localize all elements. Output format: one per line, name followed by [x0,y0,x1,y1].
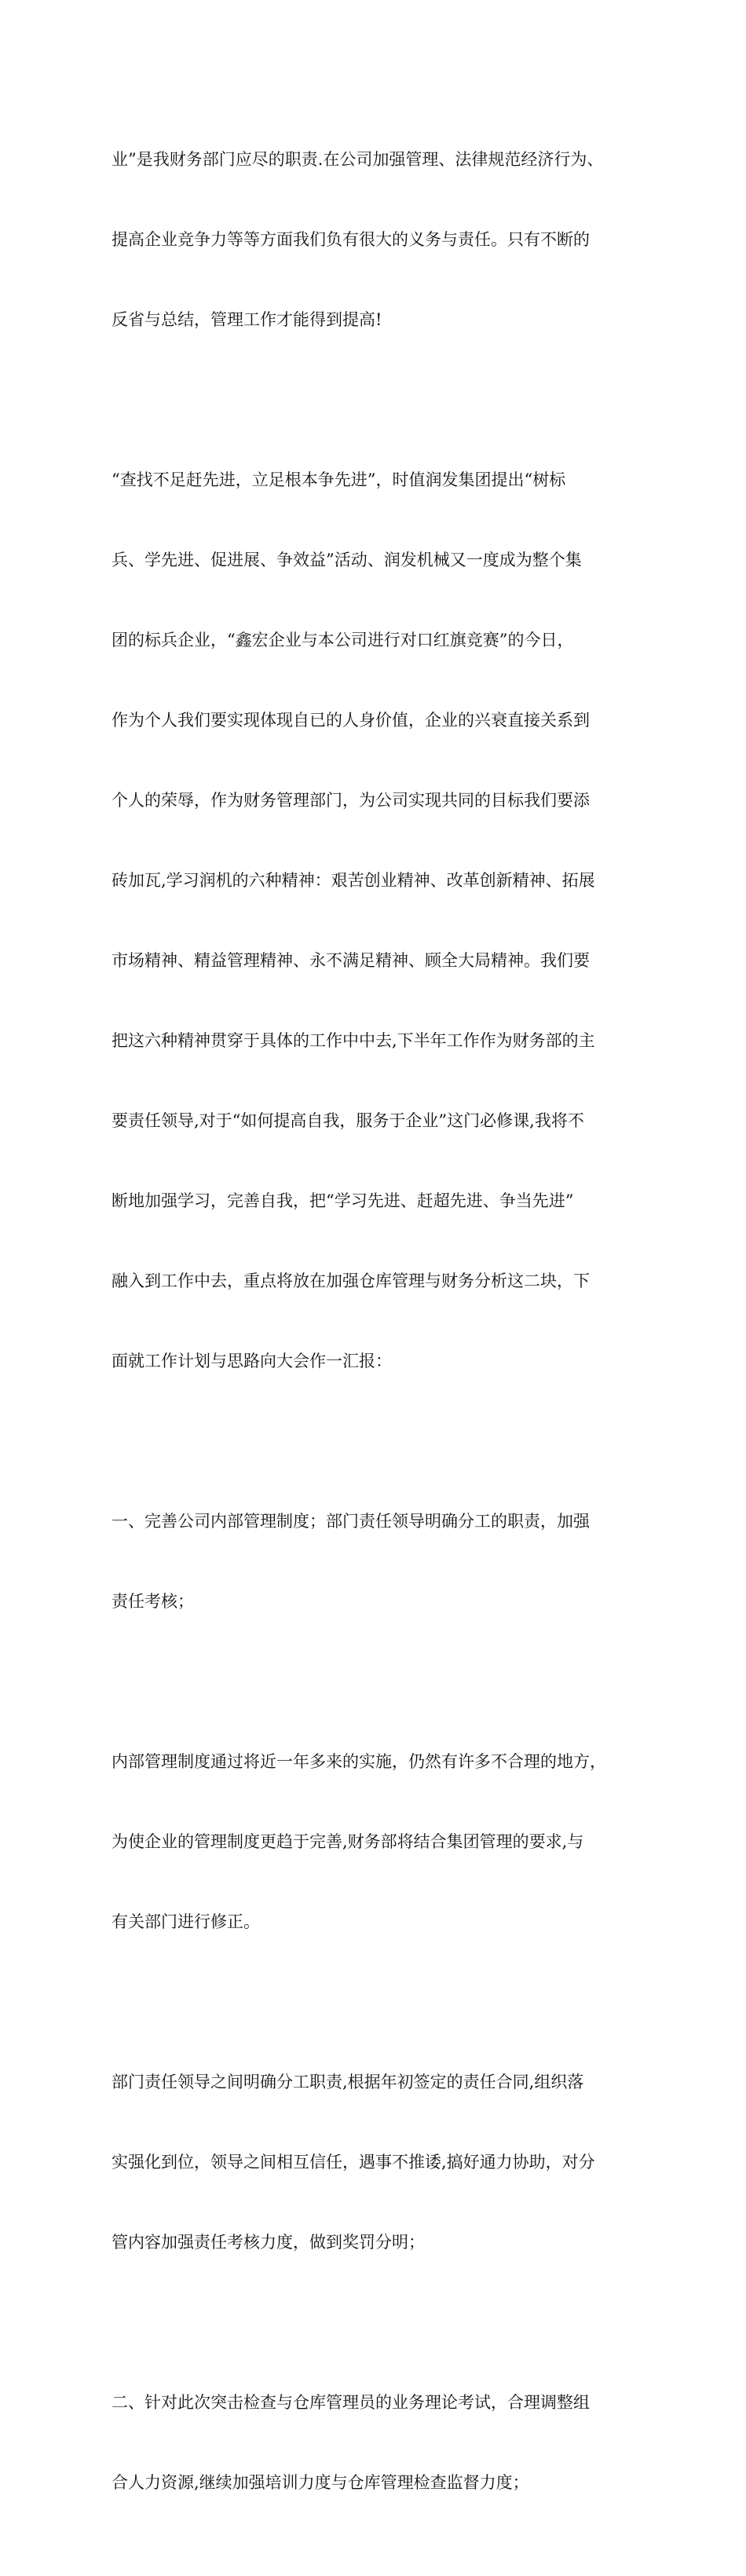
text-line: 为使企业的管理制度更趋于完善,财务部将结合集团管理的要求,与 [112,1832,584,1851]
text-line: 责任考核； [112,1592,194,1611]
text-line: 实强化到位，领导之间相互信任，遇事不推诿,搞好通力协助，对分 [112,2153,595,2172]
text-line: 管内容加强责任考核力度，做到奖罚分明； [112,2233,425,2252]
text-line: 业”是我财务部门应尽的职责.在公司加强管理、法律规范经济行为、 [112,150,604,169]
text-line: 提高企业竞争力等等方面我们负有很大的义务与责任。只有不断的 [112,230,590,249]
document-body [112,93,636,2576]
text-line: 作为个人我们要实现体现自已的人身价值，企业的兴衰直接关系到 [112,711,590,730]
text-line: 面就工作计划与思路向大会作一汇报： [112,1352,392,1370]
text-line: 要责任领导,对于“如何提高自我，服务于企业”这门必修课,我将不 [112,1111,584,1130]
text-line: 兵、学先进、促进展、争效益”活动、润发机械又一度成为整个集 [112,551,582,569]
paragraph-4 [112,1695,636,1989]
text-line: 市场精神、精益管理精神、永不满足精神、顾全大局精神。我们要 [112,951,590,970]
text-line: 融入到工作中去，重点将放在加强仓库管理与财务分析这二块，下 [112,1272,590,1290]
text-line: “查找不足赶先进，立足根本争先进”，时值润发集团提出“树标 [112,470,566,489]
text-line: 团的标兵企业，“鑫宏企业与本公司进行对口红旗竞赛”的今日， [112,631,574,649]
paragraph-5 [112,2015,636,2309]
text-line: 内部管理制度通过将近一年多来的实施，仍然有许多不合理的地方， [112,1752,606,1771]
text-line: 合人力资源,继续加强培训力度与仓库管理检查监督力度； [112,2473,529,2492]
text-line: 一、完善公司内部管理制度；部门责任领导明确分工的职责，加强 [112,1512,590,1531]
text-line: 断地加强学习，完善自我，把“学习先进、赶超先进、争当先进” [112,1191,574,1210]
text-line: 二、针对此次突击检查与仓库管理员的业务理论考试，合理调整组 [112,2393,590,2412]
text-line: 有关部门进行修正。 [112,1912,260,1931]
text-line: 反省与总结，管理工作才能得到提高! [112,310,382,329]
paragraph-3-heading [112,1454,636,1668]
text-line: 部门责任领导之间明确分工职责,根据年初签定的责任合同,组织落 [112,2073,584,2091]
text-line: 个人的荣辱，作为财务管理部门，为公司实现共同的目标我们要添 [112,791,590,810]
paragraph-6-heading [112,2336,636,2549]
text-line: 把这六种精神贯穿于具体的工作中中去,下半年工作作为财务部的主 [112,1031,595,1050]
text-line: 砖加瓦,学习润机的六种精神：艰苦创业精神、改革创新精神、拓展 [112,871,595,890]
paragraph-2 [112,413,636,1428]
paragraph-1 [112,93,636,386]
